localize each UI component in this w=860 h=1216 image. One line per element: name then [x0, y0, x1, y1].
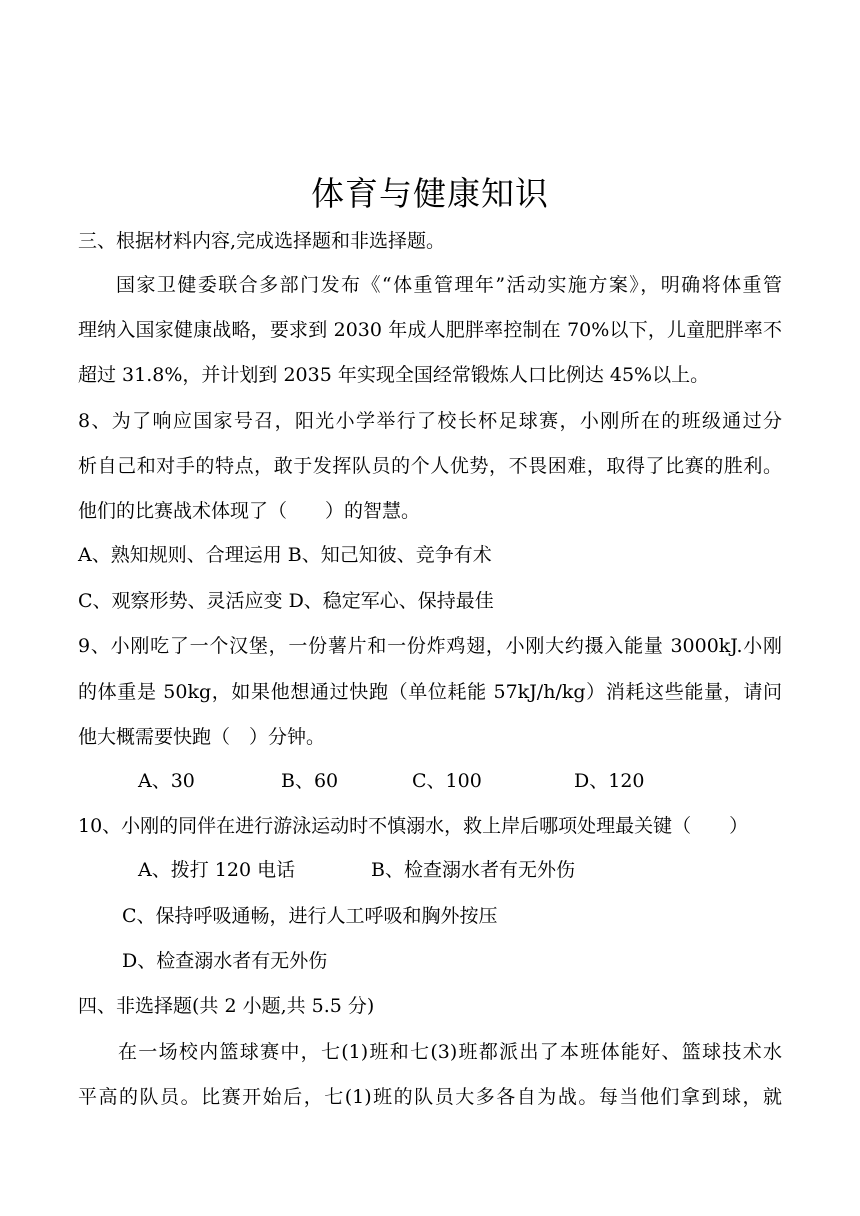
- document-title: 体育与健康知识: [311, 174, 549, 213]
- q9-stem-line-2: 的体重是 50kg，如果他想通过快跑（单位耗能 57kJ/h/kg）消耗这些能量，请问: [78, 681, 782, 703]
- q9-option-b: B、60: [281, 770, 339, 792]
- q8-stem-line-3: 他们的比赛战术体现了（ ）的智慧。: [78, 500, 421, 522]
- q8-stem-line-2: 析自己和对手的特点，敢于发挥队员的个人优势，不畏困难，取得了比赛的胜利。: [78, 455, 782, 477]
- q10-stem: 10、小刚的同伴在进行游泳运动时不慎溺水，救上岸后哪项处理最关键（ ）: [78, 815, 749, 837]
- section-3-heading: 三、根据材料内容,完成选择题和非选择题。: [78, 230, 446, 252]
- material-line-2: 理纳入国家健康战略，要求到 2030 年成人肥胖率控制在 70%以下，儿童肥胖率不: [78, 319, 782, 341]
- material-line-1: 国家卫健委联合多部门发布《“体重管理年”活动实施方案》，明确将体重管: [116, 274, 782, 296]
- material-line-3: 超过 31.8%，并计划到 2035 年实现全国经常锻炼人口比例达 45%以上。: [78, 364, 710, 386]
- q10-option-b: B、检查溺水者有无外伤: [371, 859, 575, 881]
- q9-stem-line-3: 他大概需要快跑（ ）分钟。: [78, 726, 326, 748]
- section-4-heading: 四、非选择题(共 2 小题,共 5.5 分): [78, 995, 375, 1017]
- q8-stem-line-1: 8、为了响应国家号召，阳光小学举行了校长杯足球赛，小刚所在的班级通过分: [78, 410, 782, 432]
- q9-option-d: D、120: [574, 770, 645, 792]
- section-4-material-line-2: 平高的队员。比赛开始后，七(1)班的队员大多各自为战。每当他们拿到球，就: [78, 1086, 782, 1108]
- q9-stem-line-1: 9、小刚吃了一个汉堡，一份薯片和一份炸鸡翅，小刚大约摄入能量 3000kJ.小刚: [78, 635, 782, 657]
- q8-options-line-1: A、熟知规则、合理运用 B、知己知彼、竞争有术: [78, 544, 492, 566]
- q10-option-c: C、保持呼吸通畅，进行人工呼吸和胸外按压: [122, 905, 498, 927]
- section-4-material-line-1: 在一场校内篮球赛中，七(1)班和七(3)班都派出了本班体能好、篮球技术水: [118, 1041, 782, 1063]
- q8-options-line-2: C、观察形势、灵活应变 D、稳定军心、保持最佳: [78, 590, 494, 612]
- q9-option-c: C、100: [412, 770, 482, 792]
- q10-option-a: A、拨打 120 电话: [138, 859, 296, 881]
- q10-option-d: D、检查溺水者有无外伤: [122, 950, 328, 972]
- q9-option-a: A、30: [138, 770, 195, 792]
